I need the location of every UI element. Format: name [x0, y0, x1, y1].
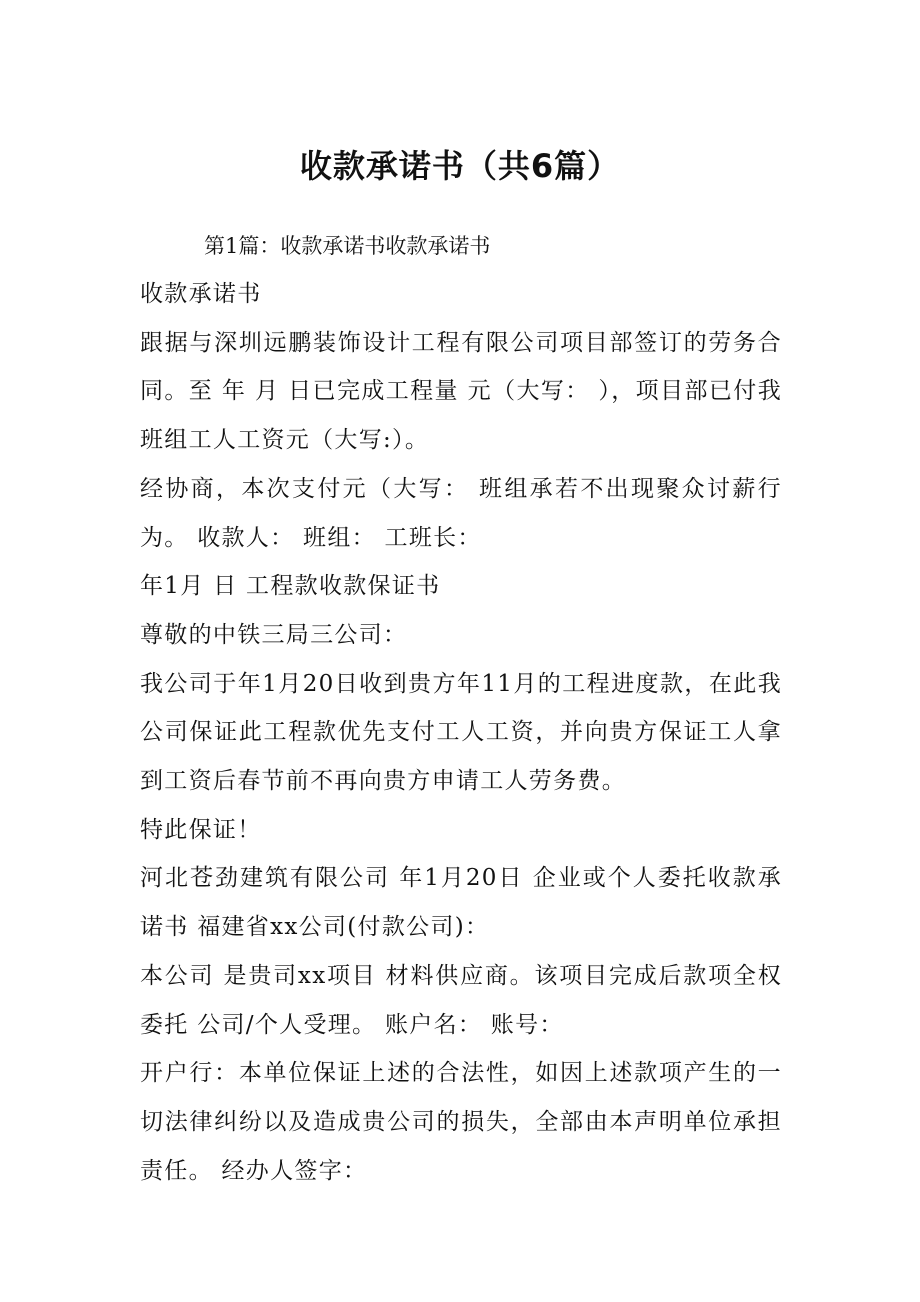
paragraph: 跟据与深圳远鹏装饰设计工程有限公司项目部签订的劳务合同。至 年 月 日已完成工程量 元（大写： ），项目部已付我班组工人工资元（大写:）。	[140, 329, 782, 454]
paragraph: 年1月 日 工程款收款保证书	[140, 573, 441, 600]
paragraph: 开户行：本单位保证上述的合法性，如因上述款项产生的一切法律纠纷以及造成贵公司的损失，全部由本声明单位承担责任。 经办人签字：	[140, 1060, 782, 1184]
paragraph: 收款承诺书	[140, 281, 262, 307]
paragraph: 我公司于年1月20日收到贵方年11月的工程进度款，在此我公司保证此工程款优先支付工人工资，并向贵方保证工人拿到工资后春节前不再向贵方申请工人劳务费。	[140, 670, 782, 795]
paragraph: 本公司 是贵司xx项目 材料供应商。该项目完成后款项全权委托 公司/个人受理。 账户名： 账号：	[140, 962, 782, 1038]
section-heading: 第1篇：收款承诺书收款承诺书	[204, 234, 491, 258]
paragraph: 经协商，本次支付元（大写： 班组承若不出现聚众讨薪行为。 收款人： 班组： 工班长：	[140, 475, 782, 551]
paragraph: 特此保证！	[140, 816, 262, 843]
paragraph: 尊敬的中铁三局三公司：	[140, 621, 408, 648]
document-body	[140, 222, 782, 1195]
paragraph: 河北苍劲建筑有限公司 年1月20日 企业或个人委托收款承诺书 福建省xx公司(付款公司)：	[140, 865, 782, 941]
document-title: 收款承诺书（共6篇）	[299, 147, 621, 185]
